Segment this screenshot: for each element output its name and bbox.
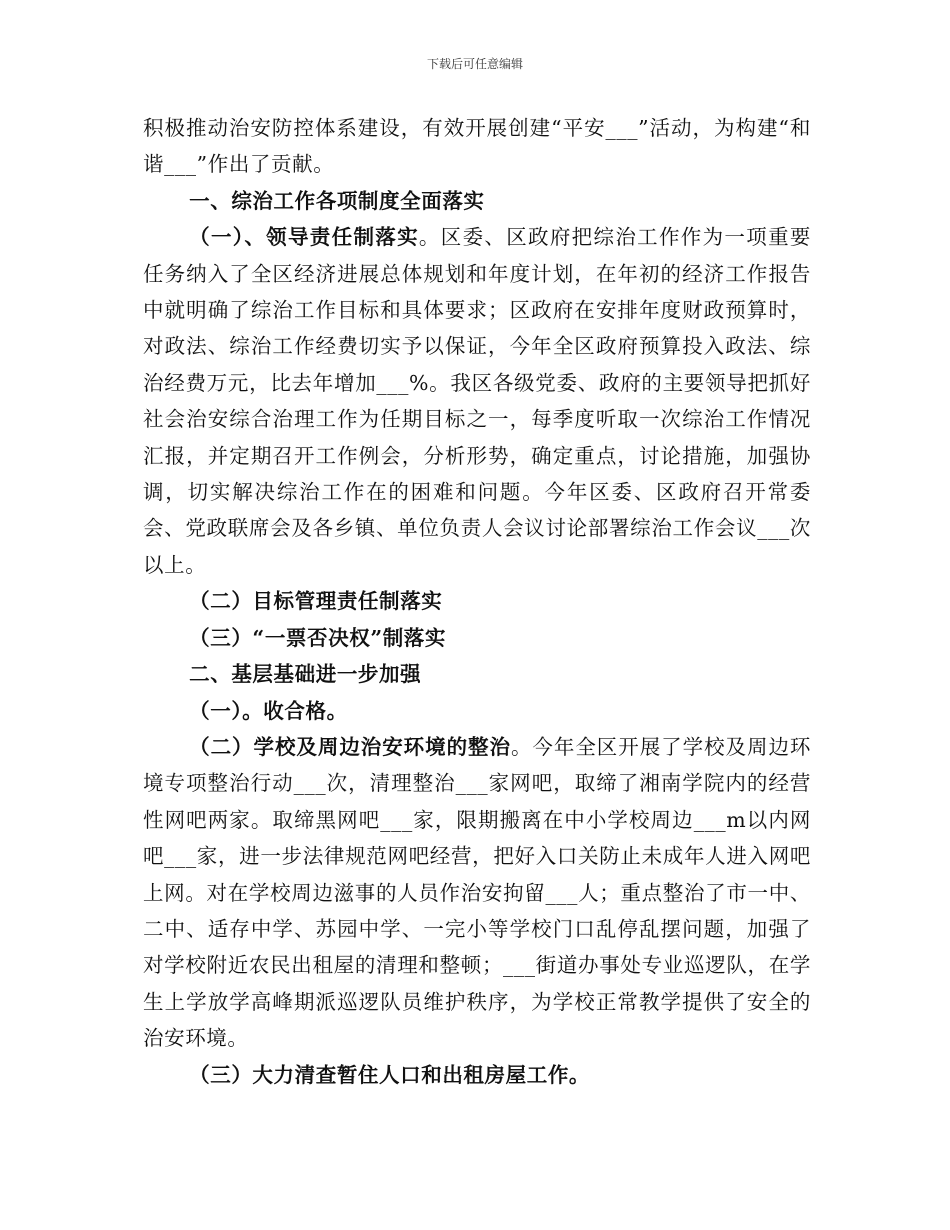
paragraph-text: 积极推动治安防控体系建设，有效开展创建“平安___”活动，为构建“和谐___”作出了贡献。	[143, 116, 811, 177]
subheading-veto	[143, 620, 811, 656]
paragraph-bold-lead: （一）、领导责任制落实	[189, 225, 419, 250]
subheading-qualified	[143, 693, 811, 729]
heading-text: （三）“一票否决权”制落实	[189, 625, 447, 650]
page-header: 下载后可任意编辑	[426, 57, 523, 71]
document-body	[143, 110, 811, 1093]
subheading-temporary-residents	[143, 1057, 811, 1093]
section-heading-2	[143, 656, 811, 692]
heading-text: 二、基层基础进一步加强	[189, 662, 422, 687]
heading-text: （一）。收合格。	[189, 698, 348, 723]
heading-text: （二）目标管理责任制落实	[189, 589, 443, 614]
paragraph-bold-lead: （二）学校及周边治安环境的整治	[189, 734, 511, 759]
heading-text: 一、综治工作各项制度全面落实	[189, 188, 485, 213]
paragraph-leadership	[143, 219, 811, 583]
heading-text: （三）大力清查暂住人口和出租房屋工作。	[189, 1062, 591, 1087]
paragraph-school-environment	[143, 729, 811, 1057]
paragraph-intro	[143, 110, 811, 183]
subheading-target-management	[143, 583, 811, 619]
section-heading-1	[143, 183, 811, 219]
paragraph-text: 。区委、区政府把综治工作作为一项重要任务纳入了全区经济进展总体规划和年度计划，在年初的经济工作报告中就明确了综治工作目标和具体要求；区政府在安排年度财政预算时，对政法、综治工作经费切实予以保证，今年全区政府预算投入政法、综治经费万元，比去年增加___%。我区各级党委、政府的主要领导把抓好社会治安综合治理工作为任期目标之一，每季度听取一次综治工作情况汇报，并定期召开工作例会，分析形势，确定重点，讨论措施，加强协调，切实解决综治工作在的困难和问题。今年区委、区政府召开常委会、党政联席会及各乡镇、单位负责人会议讨论部署综治工作会议___次以上。	[143, 225, 811, 577]
paragraph-text: 。今年全区开展了学校及周边环境专项整治行动___次，清理整治___家网吧，取缔了湘南学院内的经营性网吧两家。取缔黑网吧___家，限期搬离在中小学校周边___m以内网吧___家，进一步法律规范网吧经营，把好入口关防止未成年人进入网吧上网。对在学校周边滋事的人员作治安拘留___人；重点整治了市一中、二中、适存中学、苏园中学、一完小等学校门口乱停乱摆问题，加强了对学校附近农民出租屋的清理和整顿；___街道办事处专业巡逻队，在学生上学放学高峰期派巡逻队员维护秩序，为学校正常教学提供了安全的治安环境。	[143, 734, 811, 1051]
